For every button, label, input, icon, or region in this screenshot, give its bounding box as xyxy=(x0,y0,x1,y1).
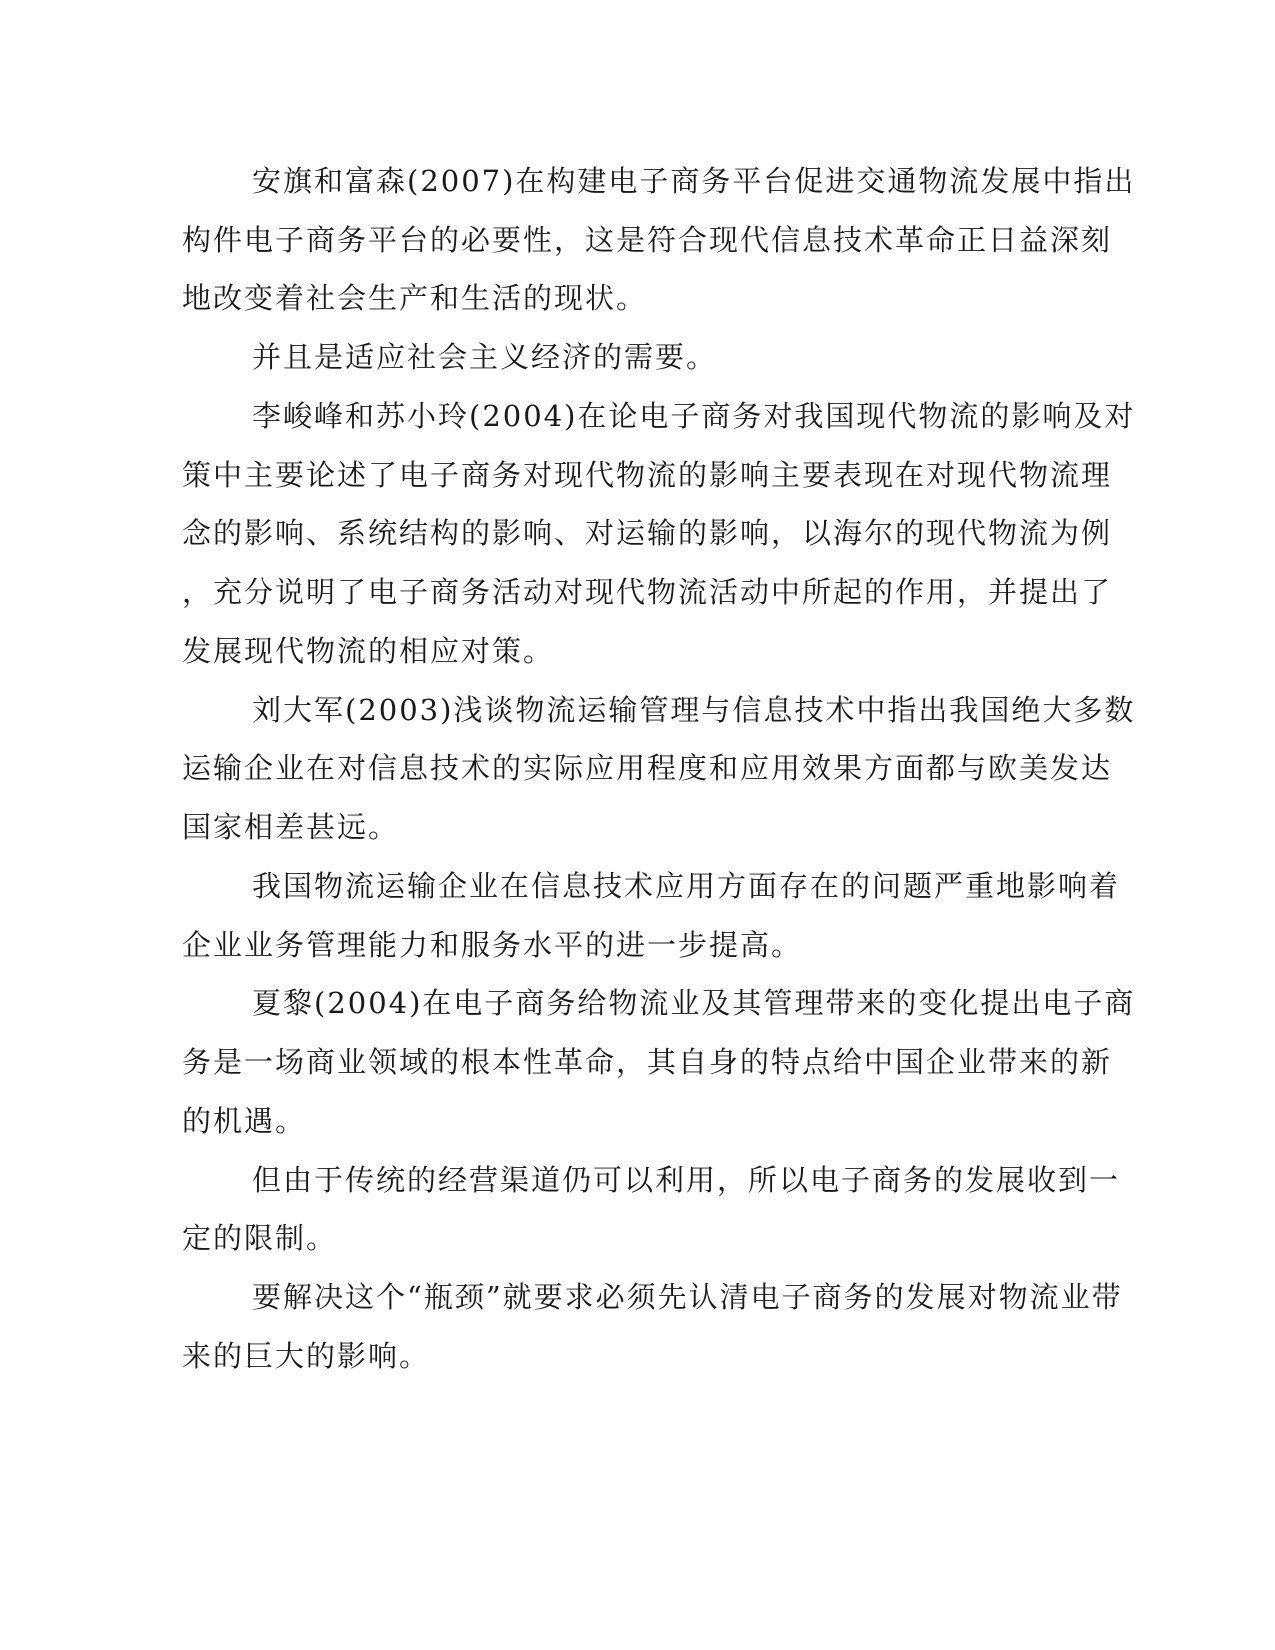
line-1: 安旗和富森(2007)在构建电子商务平台促进交通物流发展中指出 xyxy=(252,164,1136,198)
line-3: 地改变着社会生产和生活的现状。 xyxy=(182,281,648,315)
line-5: 李峻峰和苏小玲(2004)在论电子商务对我国现代物流的影响及对 xyxy=(252,399,1136,433)
line-15: 夏黎(2004)在电子商务给物流业及其管理带来的变化提出电子商 xyxy=(252,986,1136,1020)
line-17: 的机遇。 xyxy=(182,1104,307,1138)
line-18: 但由于传统的经营渠道仍可以利用，所以电子商务的发展收到一 xyxy=(252,1163,1121,1197)
line-16: 务是一场商业领域的根本性革命，其自身的特点给中国企业带来的新 xyxy=(182,1045,1113,1079)
line-19: 定的限制。 xyxy=(182,1221,338,1255)
line-11: 运输企业在对信息技术的实际应用程度和应用效果方面都与欧美发达 xyxy=(182,751,1113,785)
line-14: 企业业务管理能力和服务水平的进一步提高。 xyxy=(182,928,803,962)
line-7: 念的影响、系统结构的影响、对运输的影响，以海尔的现代物流为例 xyxy=(182,516,1113,550)
line-20: 要解决这个“瓶颈”就要求必须先认清电子商务的发展对物流业带 xyxy=(252,1280,1123,1314)
line-6: 策中主要论述了电子商务对现代物流的影响主要表现在对现代物流理 xyxy=(182,458,1113,492)
line-9: 发展现代物流的相应对策。 xyxy=(182,634,555,668)
line-2: 构件电子商务平台的必要性，这是符合现代信息技术革命正日益深刻 xyxy=(182,223,1113,257)
line-10: 刘大军(2003)浅谈物流运输管理与信息技术中指出我国绝大多数 xyxy=(252,693,1136,727)
line-21: 来的巨大的影响。 xyxy=(182,1339,431,1373)
line-12: 国家相差甚远。 xyxy=(182,810,400,844)
line-13: 我国物流运输企业在信息技术应用方面存在的问题严重地影响着 xyxy=(252,869,1121,903)
line-4: 并且是适应社会主义经济的需要。 xyxy=(252,340,718,374)
line-8: ，充分说明了电子商务活动对现代物流活动中所起的作用，并提出了 xyxy=(182,575,1113,609)
